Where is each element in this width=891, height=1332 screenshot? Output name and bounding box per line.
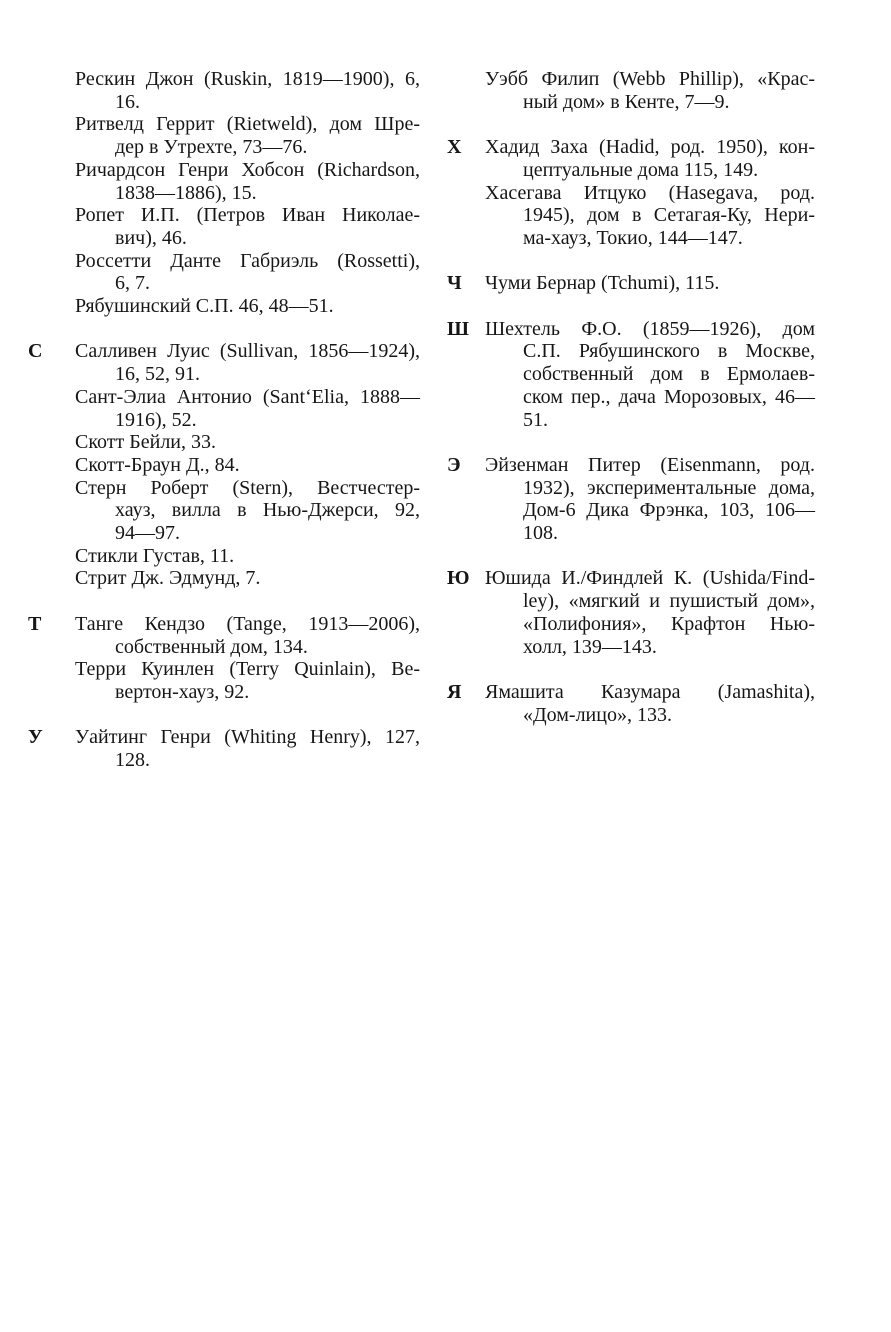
entry-line: ный дом» в Кенте, 7—9.	[523, 90, 730, 113]
entry-line: Уайтинг Генри (Whiting Henry), 127,	[75, 726, 420, 749]
entry-line: Россетти Данте Габриэль (Rossetti),	[75, 249, 420, 272]
index-column-right	[447, 68, 815, 726]
section-letter: Ю	[447, 567, 470, 590]
index-section	[447, 68, 815, 113]
section-entries	[485, 454, 815, 545]
index-section	[447, 681, 815, 726]
entry-line: Стикли Густав, 11.	[75, 544, 235, 567]
section-entries	[485, 272, 815, 295]
entry-line: Танге Кендзо (Tange, 1913—2006),	[75, 612, 420, 635]
entry-line: Ричардсон Генри Хобсон (Richardson,	[75, 158, 420, 181]
entry-line: 51.	[523, 408, 548, 431]
section-entries	[485, 681, 815, 726]
index-entry	[75, 613, 420, 658]
index-section	[447, 318, 815, 432]
index-entry	[75, 386, 420, 431]
entry-line: вертон-хауз, 92.	[115, 680, 250, 703]
index-entry	[75, 545, 420, 568]
entry-line: 1932), экспериментальные дома,	[523, 476, 815, 499]
index-entry	[75, 340, 420, 385]
entry-line: «Дом-лицо», 133.	[523, 703, 672, 726]
entry-line: Стрит Дж. Эдмунд, 7.	[75, 567, 261, 590]
section-entries	[485, 136, 815, 250]
entry-line: Шехтель Ф.О. (1859—1926), дом	[485, 317, 815, 340]
index-section	[447, 272, 815, 295]
entry-line: собственный дом, 134.	[115, 635, 308, 658]
index-section	[28, 68, 420, 318]
index-entry	[485, 272, 815, 295]
entry-line: 1838—1886), 15.	[115, 181, 257, 204]
section-entries	[75, 613, 420, 704]
entry-line: ley), «мягкий и пушистый дом»,	[523, 590, 815, 613]
index-section	[28, 340, 420, 590]
index-entry	[485, 136, 815, 181]
entry-line: собственный дом в Ермолаев-	[523, 363, 815, 386]
entry-line: 128.	[115, 749, 150, 772]
index-entry	[485, 68, 815, 113]
index-entry	[485, 454, 815, 545]
section-letter: Э	[447, 453, 461, 476]
section-letter: Я	[447, 680, 462, 703]
entry-line: Юшида И./Финдлей К. (Ushida/Find-	[485, 567, 815, 590]
entry-line: дер в Утрехте, 73—76.	[115, 136, 308, 159]
entry-line: Сант-Элиа Антонио (Sant‘Elia, 1888—	[75, 385, 420, 408]
entry-line: Дом-6 Дика Фрэнка, 103, 106—	[523, 499, 815, 522]
index-section	[28, 613, 420, 704]
entry-line: Хасегава Итцуко (Hasegava, род.	[485, 181, 815, 204]
index-entry	[485, 567, 815, 658]
section-entries	[485, 318, 815, 432]
index-entry	[75, 113, 420, 158]
entry-line: Ропет И.П. (Петров Иван Николае-	[75, 204, 420, 227]
entry-line: Салливен Луис (Sullivan, 1856—1924),	[75, 340, 420, 363]
index-entry	[75, 726, 420, 771]
section-entries	[75, 68, 420, 318]
index-section	[447, 567, 815, 658]
index-entry	[75, 477, 420, 545]
entry-line: 16, 52, 91.	[115, 363, 200, 386]
entry-line: 108.	[523, 522, 558, 544]
index-entry	[75, 159, 420, 204]
index-entry	[75, 204, 420, 249]
index-entry	[75, 454, 420, 477]
entry-line: 1945), дом в Сетагая-Ку, Нери-	[523, 204, 815, 227]
entry-line: 6, 7.	[115, 272, 150, 295]
index-entry	[485, 182, 815, 250]
entry-line: С.П. Рябушинского в Москве,	[523, 340, 815, 363]
entry-line: Стерн Роберт (Stern), Вестчестер-	[75, 476, 420, 499]
entry-line: хауз, вилла в Нью-Джерси, 92,	[115, 499, 420, 522]
entry-line: Ритвелд Геррит (Rietweld), дом Шре-	[75, 113, 420, 136]
entry-line: Ямашита Казумара (Jamashita),	[485, 680, 815, 703]
section-entries	[75, 726, 420, 771]
index-section	[447, 136, 815, 250]
entry-line: «Полифония», Крафтон Нью-	[523, 612, 815, 635]
section-letter: Ч	[447, 272, 462, 295]
section-letter: С	[28, 340, 43, 363]
section-letter: Ш	[447, 317, 469, 340]
section-letter: Х	[447, 136, 462, 159]
index-entry	[75, 658, 420, 703]
entry-line: 1916), 52.	[115, 408, 197, 431]
entry-line: Уэбб Филип (Webb Phillip), «Крас-	[485, 68, 815, 90]
entry-line: Скотт Бейли, 33.	[75, 431, 217, 454]
index-entry	[75, 567, 420, 590]
section-letter: У	[28, 726, 43, 749]
entry-line: ском пер., дача Морозовых, 46—	[523, 385, 815, 408]
entry-line: Эйзенман Питер (Eisenmann, род.	[485, 453, 815, 476]
index-column-left	[28, 68, 420, 772]
section-letter: Т	[28, 612, 42, 635]
entry-line: Чуми Бернар (Tchumi), 115.	[485, 272, 720, 295]
entry-line: 94—97.	[115, 522, 180, 545]
entry-line: Терри Куинлен (Terry Quinlain), Ве-	[75, 658, 420, 681]
section-entries	[485, 567, 815, 658]
entry-line: Рескин Джон (Ruskin, 1819—1900), 6,	[75, 68, 420, 90]
section-entries	[75, 340, 420, 590]
entry-line: цептуальные дома 115, 149.	[523, 158, 759, 181]
entry-line: 16.	[115, 90, 140, 113]
entry-line: Скотт-Браун Д., 84.	[75, 453, 240, 476]
index-entry	[75, 431, 420, 454]
index-entry	[75, 295, 420, 318]
section-entries	[485, 68, 815, 113]
index-section	[447, 454, 815, 545]
index-entry	[75, 68, 420, 113]
entry-line: вич), 46.	[115, 226, 187, 249]
entry-line: Рябушинский С.П. 46, 48—51.	[75, 295, 334, 318]
index-entry	[75, 250, 420, 295]
index-section	[28, 726, 420, 771]
entry-line: ма-хауз, Токио, 144—147.	[523, 226, 743, 249]
index-entry	[485, 318, 815, 432]
entry-line: холл, 139—143.	[523, 635, 657, 658]
entry-line: Хадид Заха (Hadid, род. 1950), кон-	[485, 136, 815, 159]
index-entry	[485, 681, 815, 726]
